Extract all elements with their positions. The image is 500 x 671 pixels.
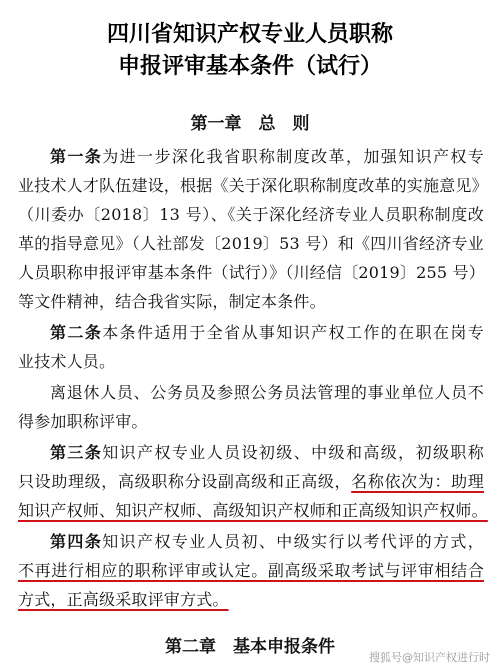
article-4-line-1 <box>18 531 484 553</box>
article-4-text: 知识产权专业人员初、中级实行以考代评的方式， <box>102 532 484 551</box>
article-3-underlined-text: 名称依次为：助理 <box>351 472 484 491</box>
article-2-para-2-line-2: 得参加职称评审。 <box>18 412 148 431</box>
article-1-text: 为进一步深化我省职称制度改革，加强知识产权专 <box>102 147 484 166</box>
article-4-line-2 <box>18 560 484 582</box>
article-4-underlined-text-2: 副高级采取考试与评审相结合 <box>267 561 484 580</box>
article-3-label: 第三条 <box>50 443 103 462</box>
article-3-line-2 <box>18 471 484 493</box>
article-1-line-6: 等文件精神，结合我省实际，制定本条件。 <box>18 292 326 311</box>
article-1-line-5: 人员职称申报评审基本条件（试行）》（川经信〔2019〕255 号） <box>18 263 485 282</box>
article-1-label: 第一条 <box>50 147 103 166</box>
article-2-para-2-text: 离退休人员、公务员及参照公务员法管理的事业单位人员不 <box>50 383 484 402</box>
article-4-underlined-text-1: 不再进行相应的职称评审或认定。 <box>18 561 268 580</box>
chapter-2-heading: 第二章 基本申报条件 <box>165 637 335 657</box>
article-1-line-4: 革的指导意见》（人社部发〔2019〕53 号）和《四川省经济专业 <box>18 234 484 253</box>
article-3-line-1 <box>18 442 484 464</box>
article-3-line-3 <box>18 500 488 522</box>
article-3-underlined-titles: 知识产权师、知识产权师、高级知识产权师和正高级知识产权师。 <box>18 501 488 520</box>
article-4-underlined-text-3: 方式，正高级采取评审方式。 <box>18 590 229 609</box>
article-4-label: 第四条 <box>50 532 103 551</box>
article-2-line-2: 业技术人员。 <box>18 352 116 371</box>
document-title-line-1: 四川省知识产权专业人员职称 <box>106 22 393 47</box>
article-3-text: 知识产权专业人员设初级、中级和高级，初级职称 <box>102 443 484 462</box>
article-3-text-2: 只设助理级，高级职称分设副高级和正高级， <box>18 472 352 491</box>
article-1-line-2: 业技术人才队伍建设，根据《关于深化职称制度改革的实施意见》 <box>18 176 488 195</box>
article-4-line-3 <box>18 589 484 611</box>
chapter-1-heading: 第一章 总 则 <box>190 114 310 134</box>
article-2-label: 第二条 <box>50 323 103 342</box>
document-title-line-2: 申报评审基本条件（试行） <box>117 54 382 79</box>
article-2-text: 本条件适用于全省从事知识产权工作的在职在岗专 <box>102 323 484 342</box>
article-1-line-1 <box>18 146 484 168</box>
article-1-line-3: （川委办〔2018〕13 号）、《关于深化经济专业人员职称制度改 <box>18 205 484 224</box>
article-2-para-2-line-1 <box>18 382 484 404</box>
source-watermark: 搜狐号@知识产权进行时 <box>369 651 490 664</box>
article-2-line-1 <box>18 322 484 344</box>
